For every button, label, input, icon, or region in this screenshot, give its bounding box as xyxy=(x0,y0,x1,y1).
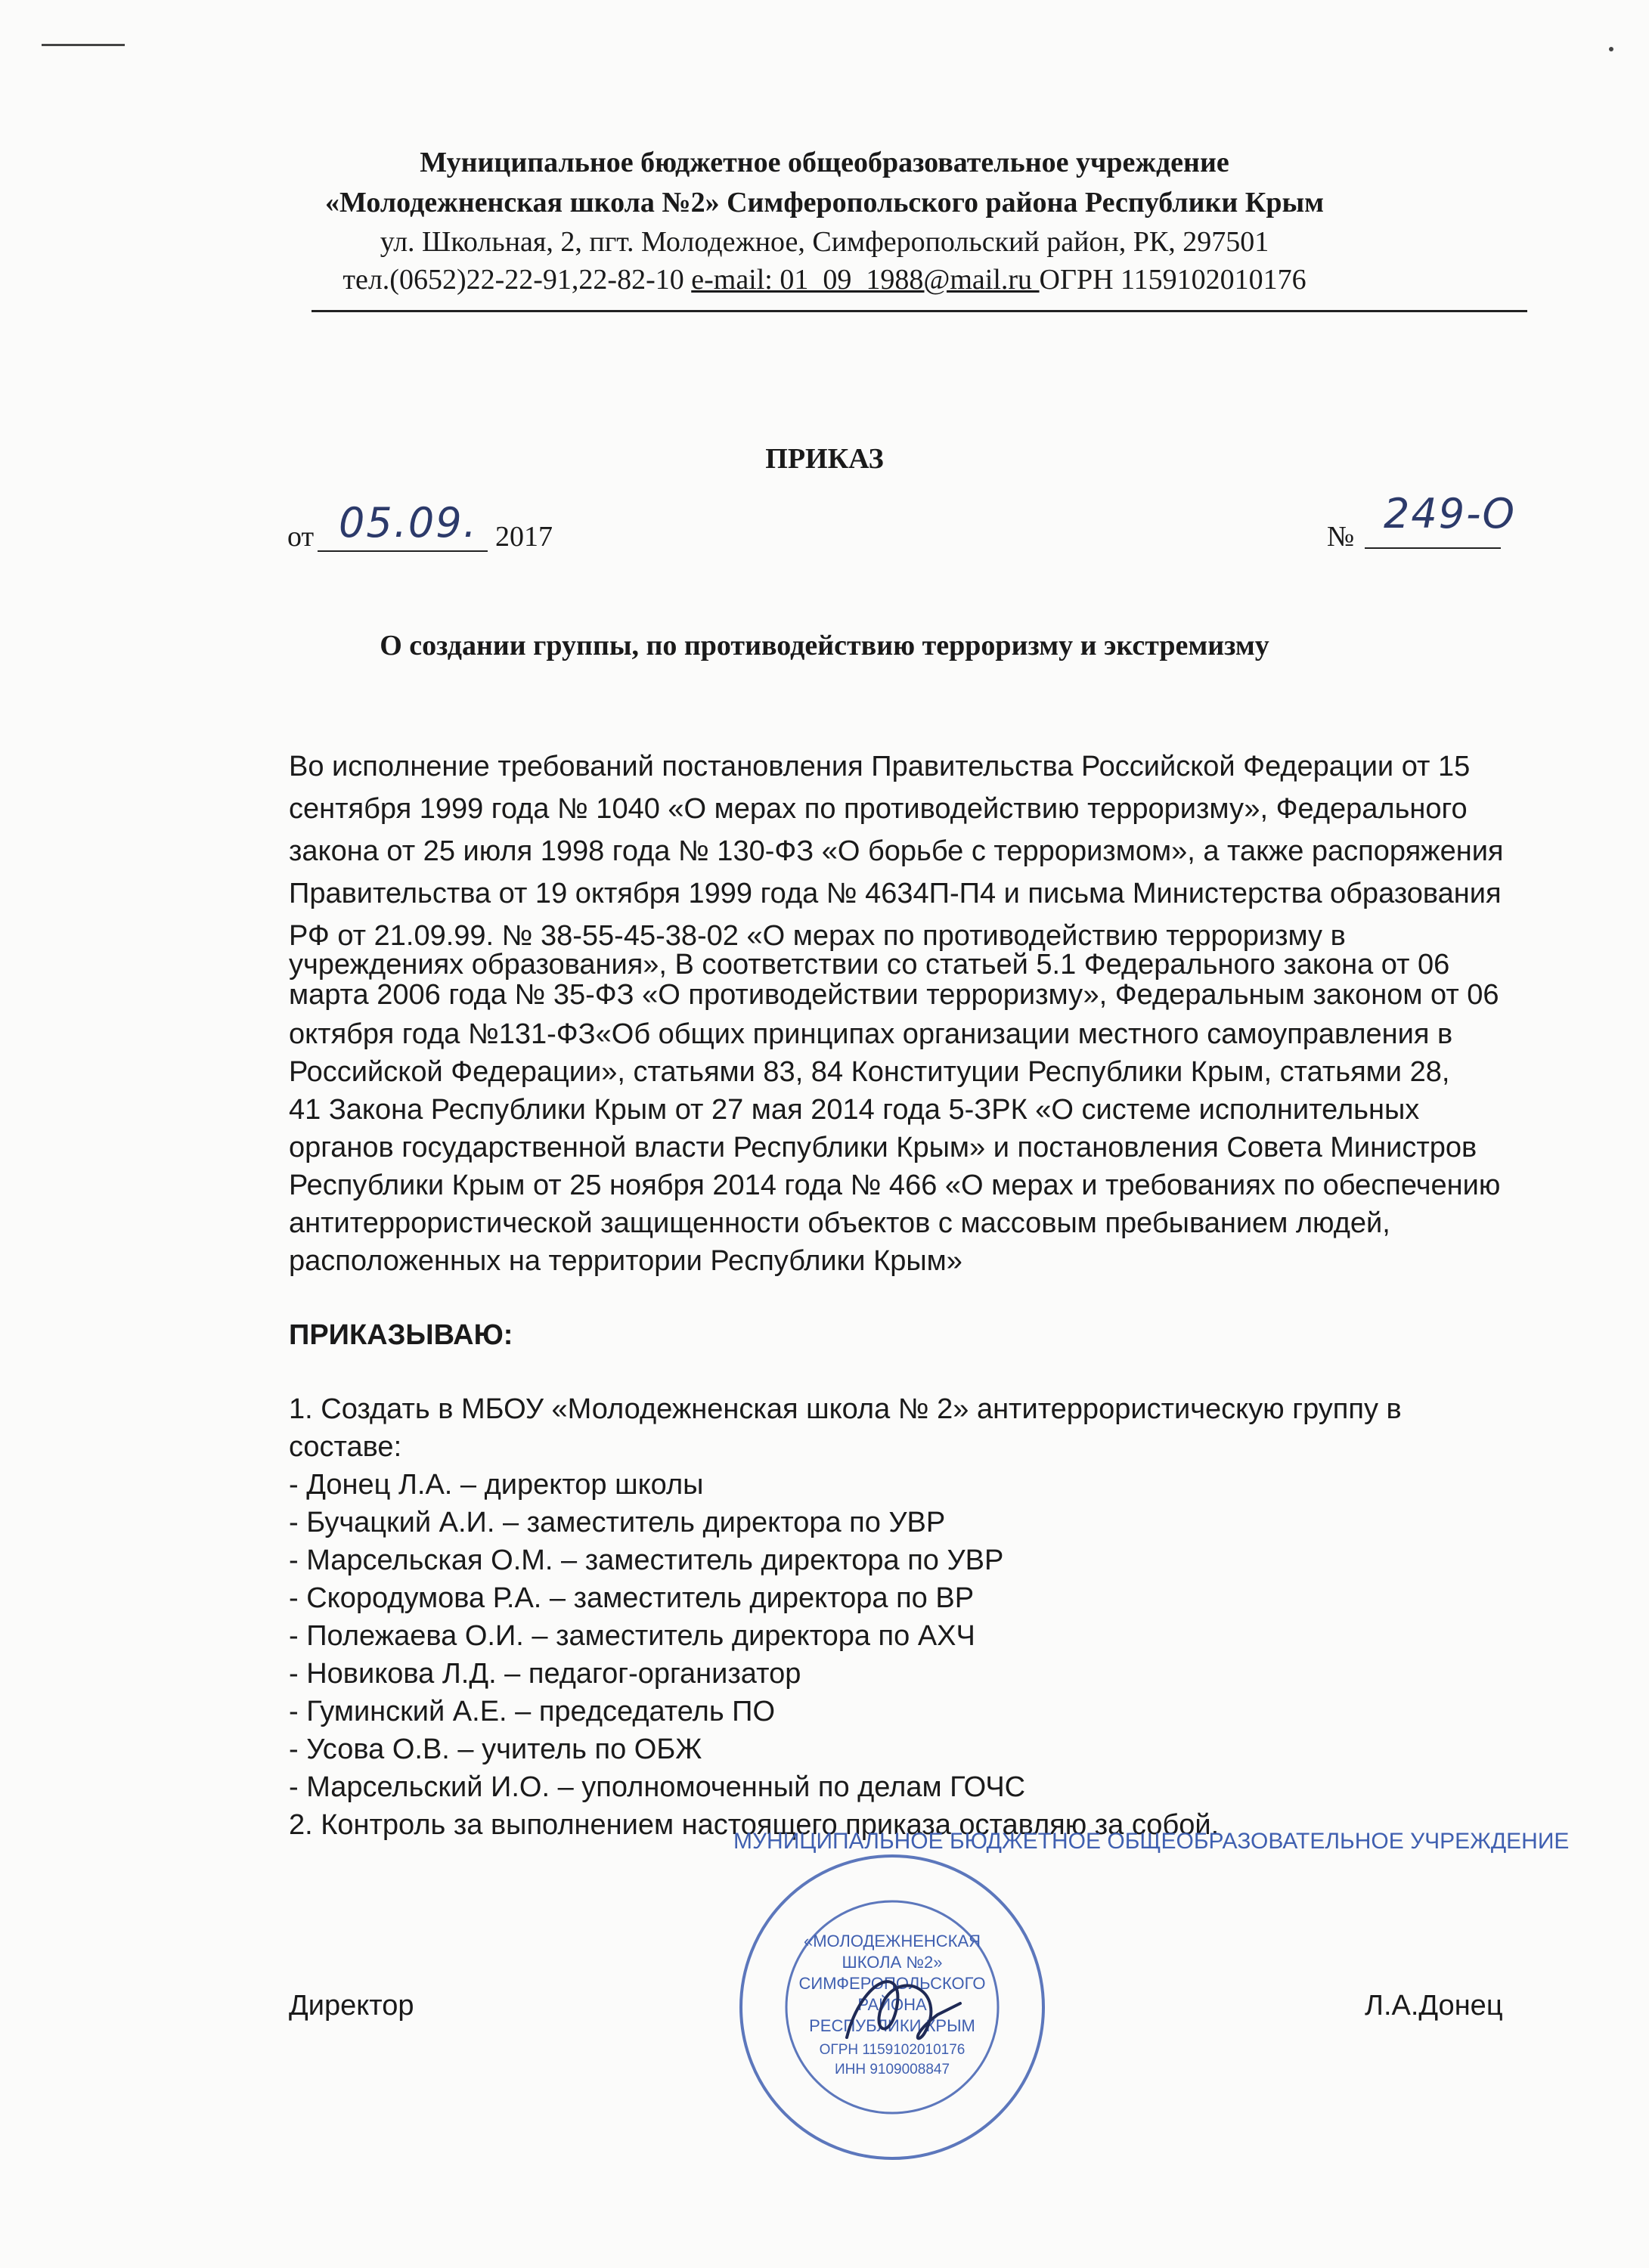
preamble-line: Во исполнение требований постановления Правительства Российской Федерации от 15 xyxy=(289,751,1471,782)
preamble-line: РФ от 21.09.99. № 38-55-45-38-02 «О мерах по противодействию терроризму в xyxy=(289,920,1346,952)
preamble-line: Правительства от 19 октября 1999 года № 4634П-П4 и письма Министерства образования xyxy=(289,878,1502,909)
signatory-position: Директор xyxy=(289,1990,414,2022)
scan-dot-top-right xyxy=(1609,47,1613,51)
handwritten-number: 249-О xyxy=(1384,490,1517,538)
stamp-line: «МОЛОДЕЖНЕНСКАЯ xyxy=(803,1932,981,1950)
phone-text: тел.(0652)22-22-91,22-82-10 xyxy=(343,264,692,296)
stamp-line: ИНН 9109008847 xyxy=(834,2062,950,2077)
preamble-line: расположенных на территории Республики Крым» xyxy=(289,1245,962,1277)
date-underline xyxy=(318,550,488,552)
group-member: - Марсельская О.М. – заместитель директора по УВР xyxy=(289,1545,1004,1576)
school-contacts xyxy=(0,262,1649,297)
order-subject: О создании группы, по противодействию терроризму и экстремизму xyxy=(380,630,1269,662)
group-member: - Усова О.В. – учитель по ОБЖ xyxy=(289,1734,702,1765)
institution-name: Муниципальное бюджетное общеобразовательное учреждение xyxy=(420,147,1229,178)
header-divider xyxy=(312,310,1527,312)
stamp-line: ОГРН 1159102010176 xyxy=(819,2042,966,2058)
group-member: - Бучацкий А.И. – заместитель директора по УВР xyxy=(289,1507,946,1538)
group-member: - Полежаева О.И. – заместитель директора по АХЧ xyxy=(289,1620,975,1652)
preamble-line: антитеррористической защищенности объектов с массовым пребыванием людей, xyxy=(289,1207,1390,1239)
document-title: ПРИКАЗ xyxy=(765,443,884,475)
group-member: - Гуминский А.Е. – председатель ПО xyxy=(289,1696,776,1727)
school-address: ул. Школьная, 2, пгт. Молодежное, Симферопольский район, РК, 297501 xyxy=(380,226,1269,258)
number-prefix: № xyxy=(1327,521,1355,553)
preamble-line: учреждениях образования», В соответствии со статьей 5.1 Федерального закона от 06 xyxy=(289,949,1450,981)
preamble-line: октября года №131-ФЗ«Об общих принципах организации местного самоуправления в xyxy=(289,1018,1453,1050)
group-member: - Донец Л.А. – директор школы xyxy=(289,1469,704,1501)
stamp-line: СИМФЕРОПОЛЬСКОГО xyxy=(798,1974,986,1993)
ogrn-text: ОГРН 1159102010176 xyxy=(1039,264,1306,296)
stamp-ring-text: МУНИЦИПАЛЬНОЕ БЮДЖЕТНОЕ ОБЩЕОБРАЗОВАТЕЛЬНОЕ УЧРЕЖДЕНИЕ xyxy=(733,1829,1570,1854)
preamble-line: органов государственной власти Республики Крым» и постановления Совета Министров xyxy=(289,1132,1477,1163)
stamp-line: РАЙОНА xyxy=(857,1995,927,2014)
preamble-line: сентября 1999 года № 1040 «О мерах по противодействию терроризму», Федерального xyxy=(289,793,1468,825)
preamble-line: Республики Крым от 25 ноября 2014 года № 466 «О мерах и требованиях по обеспечению xyxy=(289,1170,1501,1201)
stamp-line: РЕСПУБЛИКИ КРЫМ xyxy=(809,2016,975,2035)
group-member: - Новикова Л.Д. – педагог-организатор xyxy=(289,1658,801,1690)
directive-heading: ПРИКАЗЫВАЮ: xyxy=(289,1319,513,1351)
scan-mark-top-left xyxy=(42,44,125,46)
group-member: - Скородумова Р.А. – заместитель директора по ВР xyxy=(289,1582,975,1614)
preamble-line: 41 Закона Республики Крым от 27 мая 2014 года 5-ЗРК «О системе исполнительных xyxy=(289,1094,1420,1126)
group-member: - Марсельский И.О. – уполномоченный по делам ГОЧС xyxy=(289,1771,1026,1803)
preamble-line: марта 2006 года № 35-ФЗ «О противодействии терроризму», Федеральным законом от 06 xyxy=(289,979,1499,1011)
directive-item: 2. Контроль за выполнением настоящего приказа оставляю за собой. xyxy=(289,1809,1220,1841)
number-underline xyxy=(1365,547,1501,549)
preamble-line: Российской Федерации», статьями 83, 84 Конституции Республики Крым, статьями 28, xyxy=(289,1056,1450,1088)
school-name: «Молодежненская школа №2» Симферопольского района Республики Крым xyxy=(324,187,1325,218)
preamble-line: закона от 25 июля 1998 года № 130-ФЗ «О борьбе с терроризмом», а также распоряжения xyxy=(289,835,1504,867)
directive-item: составе: xyxy=(289,1431,402,1463)
email-link[interactable]: e-mail: 01_09_1988@mail.ru xyxy=(691,264,1040,296)
date-prefix: от xyxy=(287,521,315,553)
handwritten-date: 05.09. xyxy=(339,499,478,547)
directive-item: 1. Создать в МБОУ «Молодежненская школа № 2» антитеррористическую группу в xyxy=(289,1393,1402,1425)
stamp-line: ШКОЛА №2» xyxy=(842,1953,943,1972)
signatory-name: Л.А.Донец xyxy=(1365,1990,1503,2022)
order-year: 2017 xyxy=(495,521,553,553)
